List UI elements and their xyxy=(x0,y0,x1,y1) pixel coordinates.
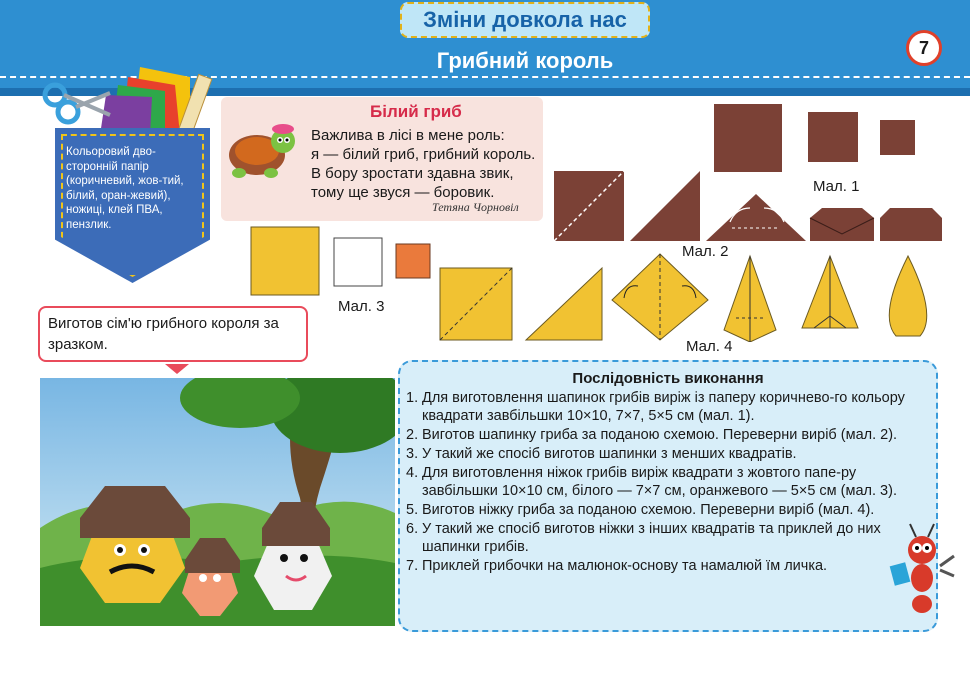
step-item: 7. Приклей грибочки на малюнок-основу та намалюй їм личка. xyxy=(406,558,828,574)
steps-list xyxy=(406,389,936,576)
poem-line: Важлива в лісі в мене роль: xyxy=(311,127,505,144)
poem-author: Тетяна Чорновіл xyxy=(432,200,519,214)
mushroom-family-scene xyxy=(40,378,395,626)
step-item: 2. Виготов шапинку гриба за поданою схемою. Переверни виріб (мал. 2). xyxy=(406,427,898,443)
poem-line: я — білий гриб, грибний король. xyxy=(311,146,536,163)
page-number: 7 xyxy=(906,30,942,66)
step-item: 5. Виготов ніжку гриба за поданою схемою. Переверни виріб (мал. 4). xyxy=(406,502,875,518)
brown-square-medium xyxy=(808,112,858,162)
fig2-cap-folding xyxy=(552,168,944,243)
lesson-title: Грибний король xyxy=(436,48,614,73)
yellow-square xyxy=(251,227,319,295)
brown-square-small xyxy=(880,120,915,155)
ant-mascot-illustration xyxy=(888,520,960,620)
fig3-squares xyxy=(248,224,438,299)
steps-title: Послідовність виконання xyxy=(572,370,764,387)
fig3-label: Мал. 3 xyxy=(338,298,385,315)
orange-square xyxy=(396,244,430,278)
poem-line: тому ще звуся — боровик. xyxy=(311,184,495,201)
fig1-label: Мал. 1 xyxy=(813,178,860,195)
step-item: 1. Для виготовлення шапинок грибів виріж із паперу коричнево-го кольору квадрати завбільшки 10×10, 7×7, 5×5 см (мал. 1). xyxy=(406,390,905,424)
brown-square-large xyxy=(714,104,782,172)
step-item: 6. У такий же спосіб виготов ніжки з інших квадратів та приклей до них шапинки грибів. xyxy=(406,521,881,555)
materials-list: Кольоровий дво-сторонній папір (коричневий, жов-тий, білий, оран-жевий), ножиці, клей ПВА, пензлик. xyxy=(66,146,184,231)
poem-line: В бору зростати здавна звик, xyxy=(311,165,514,182)
poem-lines xyxy=(311,126,535,202)
white-square xyxy=(334,238,382,286)
fig2-label: Мал. 2 xyxy=(682,243,729,260)
poem-title: Білий гриб xyxy=(370,102,462,121)
step-item: 4. Для виготовлення ніжок грибів виріж квадрати з жовтого папе-ру завбільшки 10×10 см, білого — 7×7 см, оранжевого — 5×5 см (мал. 3). xyxy=(406,465,897,499)
callout-arrow-icon xyxy=(165,364,189,374)
topic-title: Зміни довкола нас xyxy=(400,2,650,38)
step-item: 3. У такий же спосіб виготов шапинки з менших квадратів. xyxy=(406,446,797,462)
instruction-callout: Виготов сім'ю грибного короля за зразком. xyxy=(38,306,308,362)
fig4-label: Мал. 4 xyxy=(686,338,733,355)
fig4-stem-folding xyxy=(438,250,943,342)
turtle-illustration xyxy=(225,115,305,185)
